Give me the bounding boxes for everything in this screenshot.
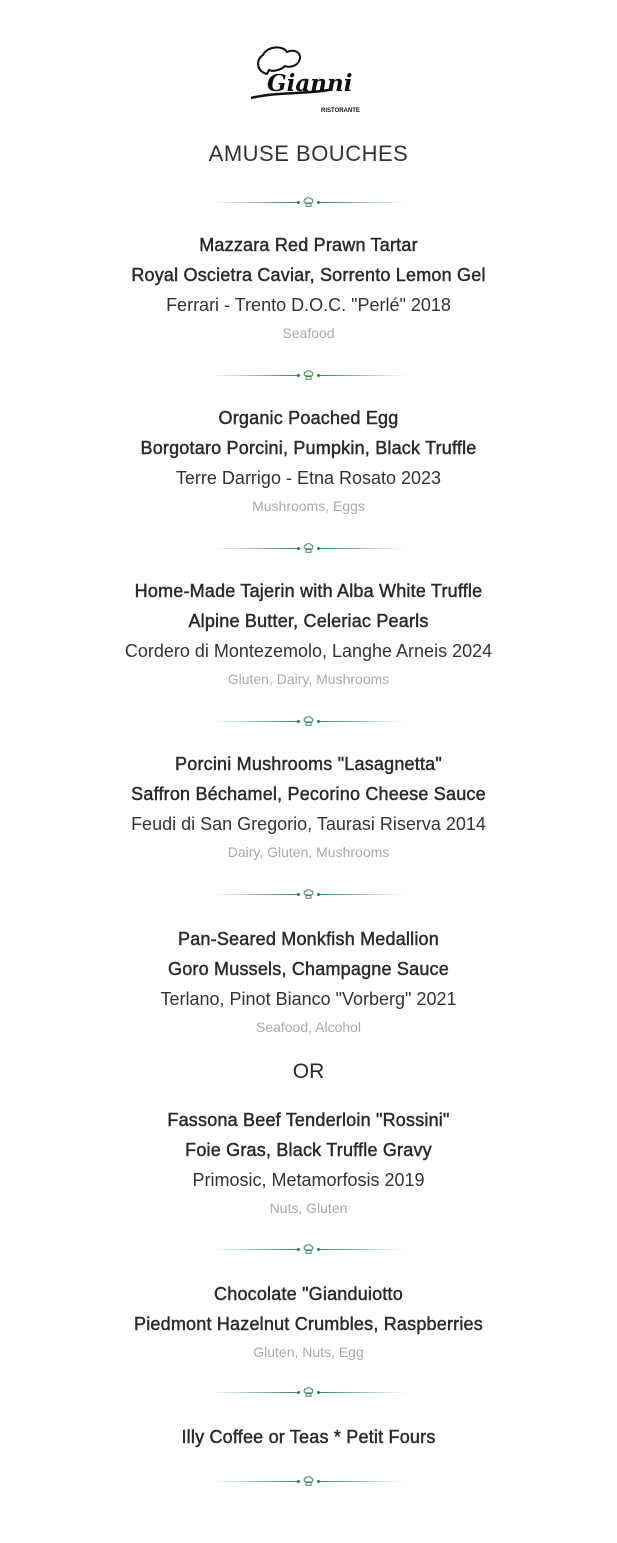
divider-dot [297, 720, 300, 723]
divider-dot [297, 893, 300, 896]
wine-pairing: Terre Darrigo - Etna Rosato 2023 [175, 468, 442, 488]
course-subtitle: Royal Oscietra Caviar, Sorrento Lemon Gel [131, 265, 486, 285]
chef-hat-icon [303, 716, 314, 726]
or-separator: OR [292, 1060, 325, 1083]
divider-line [319, 1392, 407, 1393]
course-title: Fassona Beef Tenderloin "Rossini" [167, 1110, 450, 1130]
divider-line [210, 375, 298, 376]
course-subtitle: Piedmont Hazelnut Crumbles, Raspberries [134, 1314, 483, 1334]
course-subtitle: Goro Mussels, Champagne Sauce [168, 959, 449, 979]
divider-line [210, 1392, 298, 1393]
chef-hat-icon [303, 370, 314, 380]
menu-section-heading: AMUSE BOUCHES [208, 141, 409, 166]
divider [0, 370, 617, 380]
divider-line [210, 1481, 298, 1482]
divider-dot [297, 374, 300, 377]
divider [0, 543, 617, 553]
divider [0, 716, 617, 726]
allergens: Seafood [282, 325, 335, 341]
course [0, 553, 617, 716]
divider-dot [297, 1391, 300, 1394]
allergens: Nuts, Gluten [269, 1200, 348, 1216]
wine-pairing: Primosic, Metamorfosis 2019 [192, 1170, 425, 1190]
divider-line [319, 1481, 407, 1482]
divider-line [210, 721, 298, 722]
course-title: Illy Coffee or Teas * Petit Fours [181, 1427, 436, 1447]
divider-line [319, 1249, 407, 1250]
allergens: Gluten, Nuts, Egg [253, 1344, 364, 1360]
divider-line [319, 894, 407, 895]
course-subtitle: Alpine Butter, Celeriac Pearls [188, 611, 429, 631]
chef-hat-icon [303, 1476, 314, 1486]
divider [0, 1476, 617, 1486]
course-subtitle: Foie Gras, Black Truffle Gravy [185, 1140, 432, 1160]
wine-pairing: Terlano, Pinot Bianco "Vorberg" 2021 [160, 989, 457, 1009]
divider [0, 197, 617, 207]
allergens: Dairy, Gluten, Mushrooms [227, 844, 390, 860]
gianni-ristorante-logo [245, 44, 370, 118]
divider-line [210, 202, 298, 203]
course-choice [0, 899, 617, 1244]
divider-line [319, 375, 407, 376]
divider-line [319, 548, 407, 549]
divider-dot [297, 201, 300, 204]
divider-line [210, 548, 298, 549]
course-title: Pan-Seared Monkfish Medallion [178, 929, 439, 949]
course [0, 207, 617, 370]
divider [0, 1387, 617, 1397]
divider-line [210, 894, 298, 895]
wine-pairing: Cordero di Montezemolo, Langhe Arneis 2024 [124, 641, 493, 661]
allergens: Mushrooms, Eggs [252, 498, 365, 514]
chef-hat-icon [303, 1244, 314, 1254]
course [0, 726, 617, 889]
wine-pairing: Feudi di San Gregorio, Taurasi Riserva 2014 [131, 814, 486, 834]
divider-line [319, 202, 407, 203]
course [0, 1254, 617, 1387]
allergens: Gluten, Dairy, Mushrooms [227, 671, 390, 687]
divider-line [319, 721, 407, 722]
divider [0, 889, 617, 899]
divider [0, 1244, 617, 1254]
divider-dot [297, 1480, 300, 1483]
divider-dot [297, 1248, 300, 1251]
course-title: Home-Made Tajerin with Alba White Truffle [134, 581, 483, 601]
chef-hat-icon [303, 197, 314, 207]
course-title: Organic Poached Egg [218, 408, 399, 428]
menu-courses [0, 197, 617, 1486]
logo-subtitle: RISTORANTE [321, 108, 360, 114]
chef-hat-icon [303, 543, 314, 553]
course-title: Mazzara Red Prawn Tartar [199, 235, 418, 255]
allergens: Seafood, Alcohol [255, 1019, 362, 1035]
divider-dot [297, 547, 300, 550]
course [0, 380, 617, 543]
logo-name: Gianni [267, 70, 353, 97]
course-subtitle: Saffron Béchamel, Pecorino Cheese Sauce [131, 784, 486, 804]
divider-line [210, 1249, 298, 1250]
course-title: Chocolate "Gianduiotto [214, 1284, 403, 1304]
course-title: Porcini Mushrooms "Lasagnetta" [175, 754, 442, 774]
course-subtitle: Borgotaro Porcini, Pumpkin, Black Truffle [140, 438, 477, 458]
course [0, 1397, 617, 1476]
chef-hat-icon [303, 1387, 314, 1397]
chef-hat-icon [303, 889, 314, 899]
wine-pairing: Ferrari - Trento D.O.C. "Perlé" 2018 [166, 295, 451, 315]
